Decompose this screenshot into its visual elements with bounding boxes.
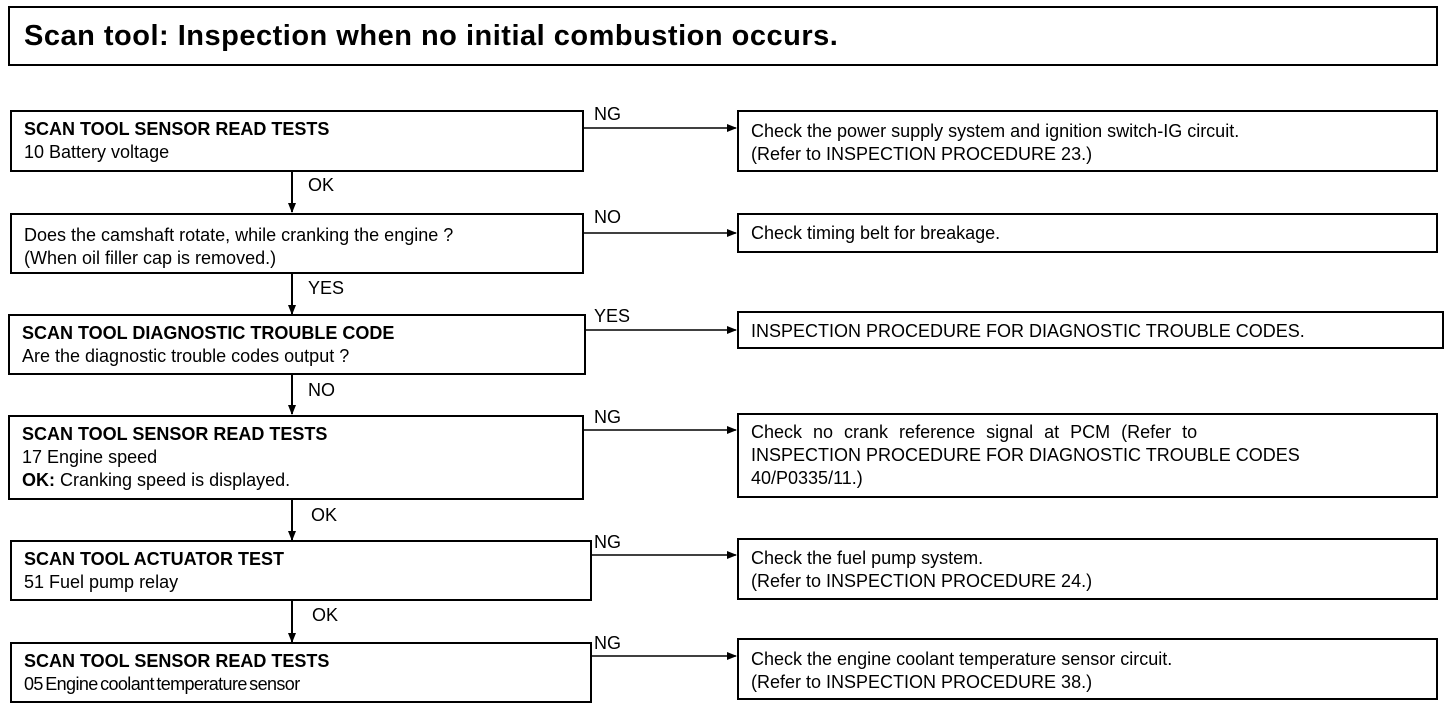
step-3-down-label: NO [308,380,335,400]
result-4-line2: INSPECTION PROCEDURE FOR DIAGNOSTIC TROUBLE CODES [751,445,1300,465]
step-5-down-label: OK [312,605,339,625]
step-5-heading: SCAN TOOL ACTUATOR TEST [24,549,285,569]
step-5-branch-label: NG [594,532,621,552]
step-1-down-label: OK [308,175,335,195]
result-4-line3: 40/P0335/11.) [751,468,863,488]
step-4-heading: SCAN TOOL SENSOR READ TESTS [22,424,328,444]
result-4-line1: Check no crank reference signal at PCM (Refer to [751,422,1198,442]
step-2-down-label: YES [308,278,345,298]
result-box-4 [737,413,1438,498]
step-6-heading: SCAN TOOL SENSOR READ TESTS [24,651,330,671]
step-3-branch-label: YES [594,306,631,326]
step-2-branch-label: NO [594,207,621,227]
step-4-line1: 17 Engine speed [22,447,158,467]
step-1-heading: SCAN TOOL SENSOR READ TESTS [24,119,330,139]
result-2-line1: Check timing belt for breakage. [751,223,1001,243]
step-1-branch-label: NG [594,104,621,124]
result-1-line1: Check the power supply system and ignition switch-IG circuit. [751,121,1240,141]
step-4-branch-label: NG [594,407,621,427]
result-5-line2: (Refer to INSPECTION PROCEDURE 24.) [751,571,1093,591]
step-4-down-label: OK [311,505,338,525]
step-6-line1: 05 Engine coolant temperature sensor [24,674,300,694]
step-6-branch-label: NG [594,633,621,653]
result-box-2 [737,213,1438,253]
step-2-line2: (When oil filler cap is removed.) [24,248,277,268]
step-box-2 [10,213,584,274]
step-1-line1: 10 Battery voltage [24,142,170,162]
step-2-line1: Does the camshaft rotate, while cranking the engine ? [24,225,454,245]
result-6-line2: (Refer to INSPECTION PROCEDURE 38.) [751,672,1093,692]
result-box-5 [737,538,1438,600]
step-5-line1: 51 Fuel pump relay [24,572,179,592]
step-4-ok-label: OK: [22,470,55,490]
result-5-line1: Check the fuel pump system. [751,548,984,568]
step-box-6 [10,642,592,703]
result-box-6 [737,638,1438,700]
page-title: Scan tool: Inspection when no initial combustion occurs. [24,20,839,52]
result-6-line1: Check the engine coolant temperature sensor circuit. [751,649,1173,669]
step-4-line2 [22,469,582,492]
step-box-1 [10,110,584,172]
step-box-3 [8,314,586,375]
step-box-5 [10,540,592,601]
step-box-4 [8,415,584,500]
result-3-line1: INSPECTION PROCEDURE FOR DIAGNOSTIC TROUBLE CODES. [751,321,1305,341]
step-4-line2-text: Cranking speed is displayed. [60,470,291,490]
result-1-line2: (Refer to INSPECTION PROCEDURE 23.) [751,144,1093,164]
result-box-1 [737,110,1438,172]
result-box-3 [737,311,1444,349]
step-3-heading: SCAN TOOL DIAGNOSTIC TROUBLE CODE [22,323,395,343]
step-3-line1: Are the diagnostic trouble codes output ? [22,346,350,366]
